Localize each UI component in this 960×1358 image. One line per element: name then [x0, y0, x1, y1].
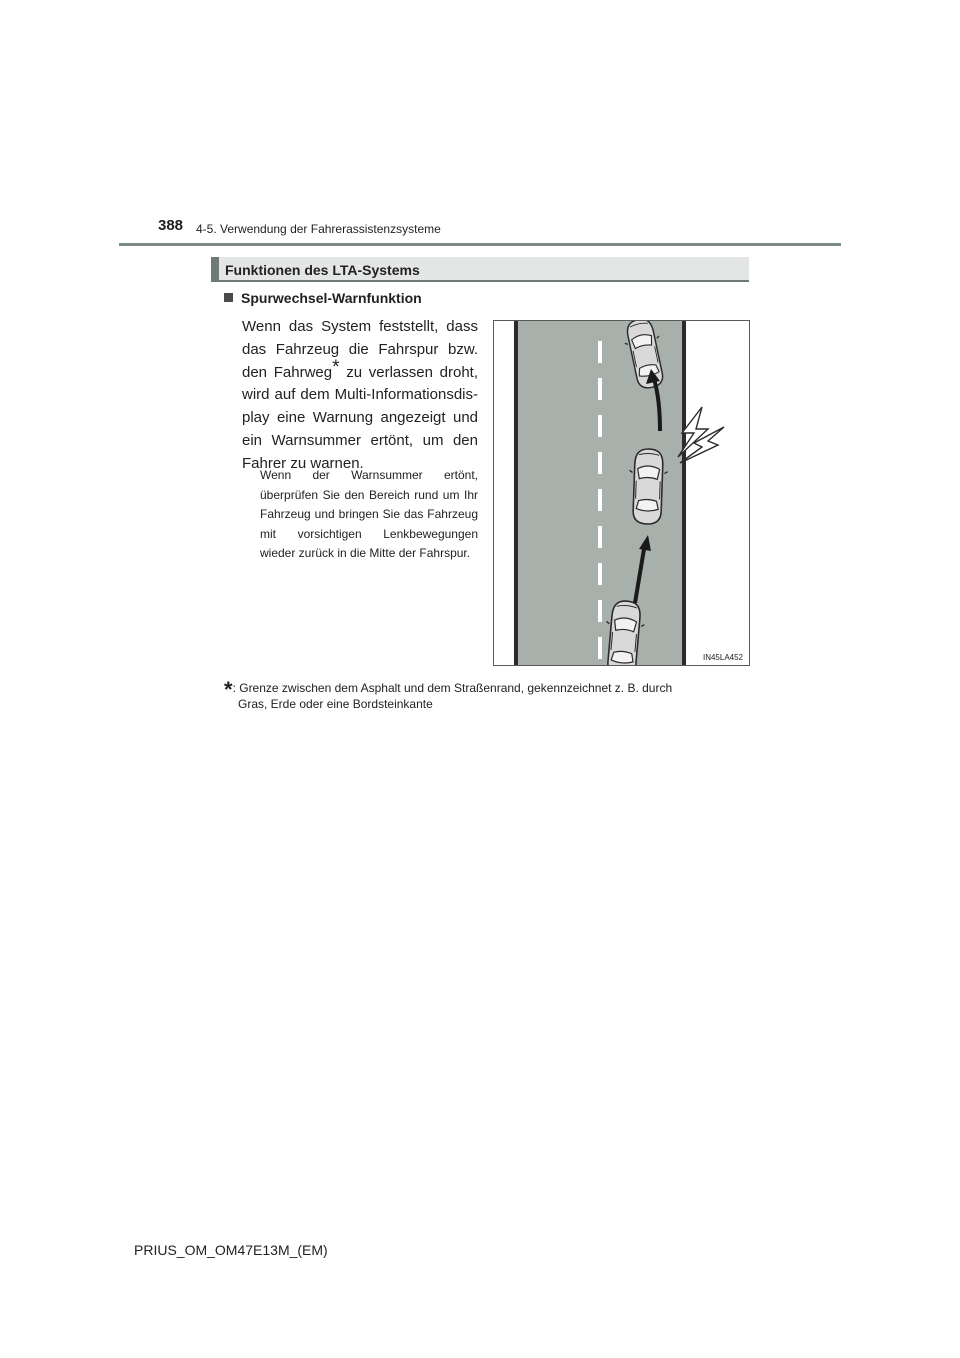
- square-bullet-icon: [224, 293, 233, 302]
- main-paragraph: [242, 316, 478, 476]
- footnote-line1: : Grenze zwischen dem Asphalt und dem Straßenrand, gekennzeichnet z. B. durch: [232, 681, 673, 695]
- document-id: PRIUS_OM_OM47E13M_(EM): [134, 1242, 328, 1258]
- footnote-line2: Gras, Erde oder eine Bordsteinkante: [238, 697, 433, 711]
- footnote-marker: *: [332, 356, 340, 378]
- road-edge-right: [682, 321, 686, 666]
- footnote-star: *: [224, 677, 233, 702]
- sub-heading-text: Spurwechsel-Warnfunktion: [241, 290, 422, 306]
- banner-accent-bar: [211, 257, 219, 282]
- road-diagram: [494, 321, 750, 666]
- figure-code: IN45LA452: [702, 653, 743, 662]
- note-paragraph: Wenn der Warnsummer ertönt, überprüfen Sie den Bereich rund um Ihr Fahrzeug und bringen Sie das Fahrzeug mit vorsichtigen Lenkbewegungen wieder zurück in die Mitte der Fahrspur.: [260, 468, 478, 561]
- main-text-part1: Wenn das System feststellt, dass das Fahrzeug die Fahrspur bzw. den Fahrweg: [242, 318, 478, 381]
- section-title: 4-5. Verwendung der Fahrerassistenzsysteme: [196, 222, 441, 236]
- main-text-part2: zu verlassen droht, wird auf dem Multi-Informationsdisplay eine Warnung angezeigt und ein Warnsummer ertönt, um den Fahrer zu warnen.: [242, 363, 478, 472]
- page-number: 388: [158, 217, 184, 234]
- header-rule: [119, 243, 841, 246]
- center-dashes: [598, 341, 602, 659]
- banner-title: Funktionen des LTA-Systems: [225, 262, 420, 278]
- lane-departure-illustration: [493, 320, 750, 666]
- section-banner: [211, 257, 749, 282]
- footnote: [224, 677, 744, 712]
- sub-heading: [224, 290, 422, 306]
- road-edge-left: [514, 321, 518, 666]
